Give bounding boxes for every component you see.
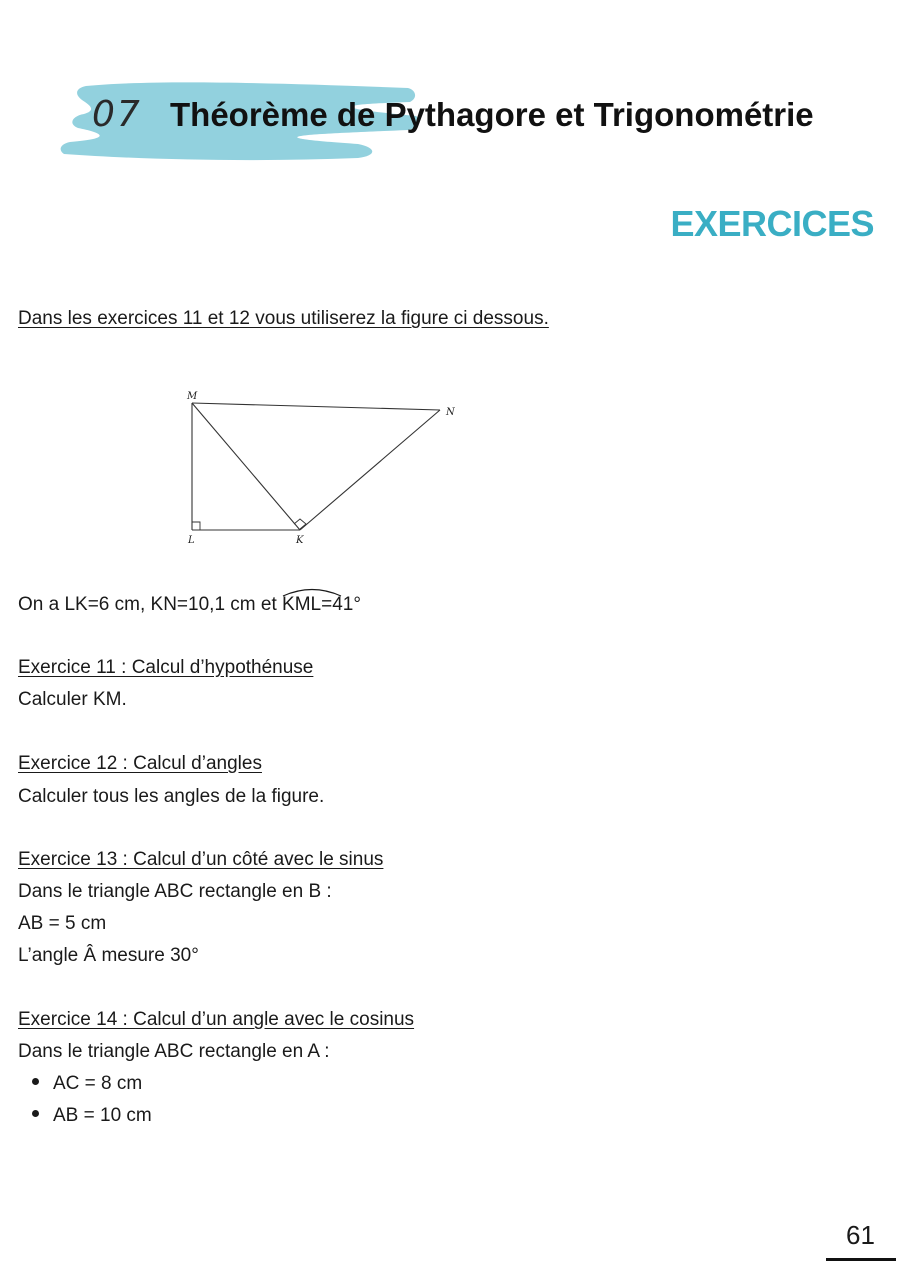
chapter-number: 07: [92, 94, 142, 135]
exercise-13-line: Dans le triangle ABC rectangle en B :: [18, 881, 332, 902]
chapter-title: Théorème de Pythagore et Trigonométrie: [170, 96, 814, 133]
segment-KN: [300, 410, 440, 530]
bullet-item: [32, 1105, 152, 1127]
given-prefix: On a LK=6 cm, KN=10,1 cm et: [18, 594, 283, 615]
exercise-13-line: L’angle Â mesure 30°: [18, 945, 199, 966]
bullet-text: AB = 10 cm: [53, 1105, 152, 1126]
exercise-11-line: Calculer KM.: [18, 689, 127, 710]
bullet-dot-icon: [32, 1110, 39, 1117]
exercise-14-line: Dans le triangle ABC rectangle en A :: [18, 1041, 330, 1062]
label-K: K: [296, 535, 304, 546]
bullet-dot-icon: [32, 1078, 39, 1085]
right-angle-mark-K: [294, 519, 306, 529]
section-heading: EXERCICES: [670, 203, 874, 244]
exercise-12-line: Calculer tous les angles de la figure.: [18, 786, 325, 807]
exercise-13-line: AB = 5 cm: [18, 913, 107, 934]
right-angle-mark-L: [192, 522, 200, 530]
segment-MN: [192, 403, 440, 410]
bullet-item: [32, 1073, 142, 1095]
page-number: 61: [846, 1220, 875, 1250]
segment-MK: [192, 403, 300, 530]
label-L: L: [188, 535, 195, 546]
triangle-figure: [180, 385, 460, 550]
angle-kml: [282, 594, 321, 616]
bullet-text: AC = 8 cm: [53, 1073, 143, 1094]
label-N: N: [446, 407, 455, 418]
angle-name: KML: [282, 594, 322, 615]
exercise-13-title: Exercice 13 : Calcul d’un côté avec le sinus: [18, 849, 384, 870]
page-number-rule: [826, 1258, 896, 1261]
exercise-14-title: Exercice 14 : Calcul d’un angle avec le cosinus: [18, 1009, 415, 1030]
label-M: M: [187, 391, 198, 402]
angle-hat-icon: [281, 585, 343, 597]
exercise-12-title: Exercice 12 : Calcul d’angles: [18, 753, 262, 774]
given-values: [18, 594, 361, 616]
given-suffix: =41°: [321, 594, 361, 615]
exercise-11-title: Exercice 11 : Calcul d’hypothénuse: [18, 657, 314, 678]
intro-instruction: Dans les exercices 11 et 12 vous utiliserez la figure ci dessous.: [18, 308, 549, 329]
